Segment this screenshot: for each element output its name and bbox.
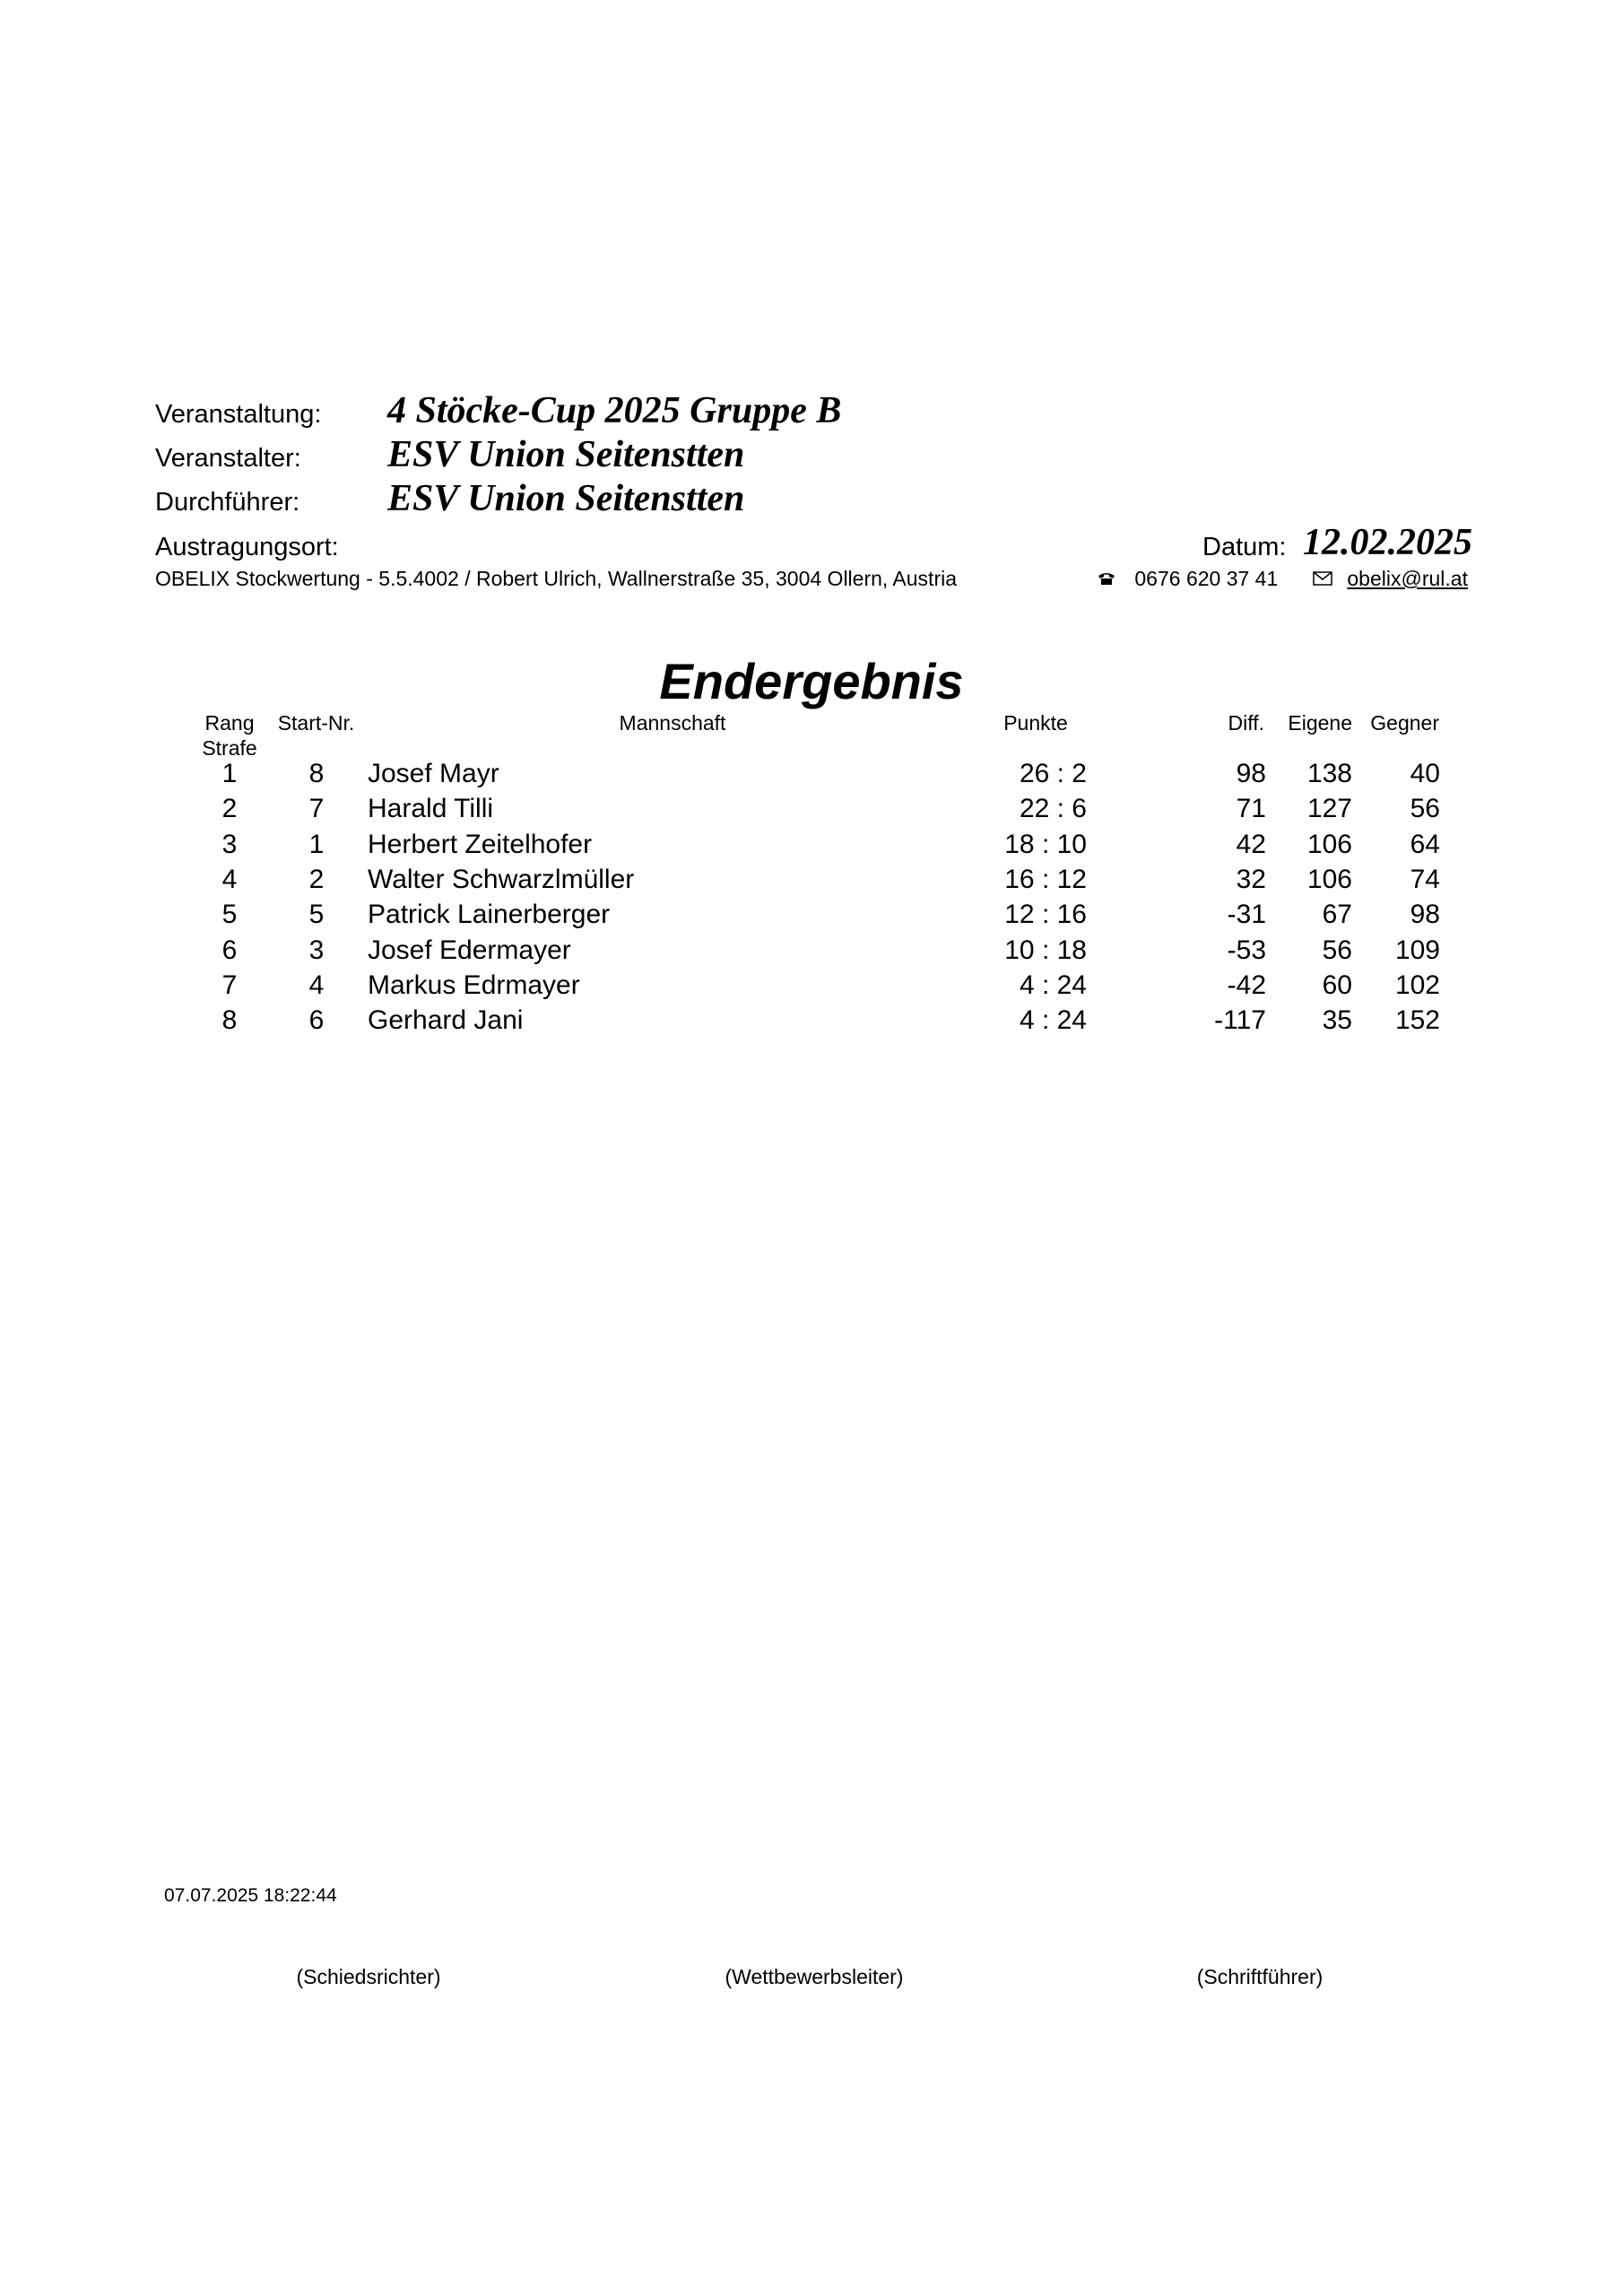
cell-start-no: 6	[308, 1005, 325, 1035]
cell-start-no: 1	[308, 830, 325, 859]
date-label: Datum:	[1202, 533, 1287, 561]
cell-points: 10 : 18	[1004, 935, 1087, 965]
header-opponent: Gegner	[1370, 711, 1439, 735]
cell-team: Herbert Zeitelhofer	[368, 830, 593, 859]
cell-rank: 3	[221, 830, 238, 859]
cell-team: Gerhard Jani	[368, 1005, 524, 1035]
header-start-no: Start-Nr.	[277, 711, 355, 735]
cell-start-no: 5	[308, 900, 325, 929]
executor-label: Durchführer:	[155, 488, 300, 517]
header-penalty: Strafe	[202, 736, 257, 760]
cell-team: Josef Mayr	[368, 759, 499, 788]
cell-opponent: 152	[1394, 1005, 1440, 1035]
cell-points: 12 : 16	[1004, 900, 1087, 929]
cell-team: Walter Schwarzlmüller	[368, 865, 635, 894]
signature-referee: (Schiedsrichter)	[296, 1965, 441, 1988]
header-rank: Rang	[204, 711, 255, 735]
software-info: OBELIX Stockwertung - 5.5.4002 / Robert Ulrich, Wallnerstraße 35, 3004 Ollern, Austria	[155, 567, 958, 590]
cell-opponent: 109	[1394, 935, 1440, 965]
executor-value: ESV Union Seitenstten	[387, 478, 745, 519]
cell-own: 127	[1306, 794, 1352, 823]
cell-start-no: 7	[308, 794, 325, 823]
cell-rank: 4	[221, 865, 238, 894]
cell-opponent: 98	[1410, 900, 1440, 929]
cell-opponent: 74	[1410, 865, 1440, 894]
cell-opponent: 40	[1410, 759, 1440, 788]
cell-opponent: 102	[1394, 970, 1440, 1000]
cell-rank: 5	[221, 900, 238, 929]
phone-number: 0676 620 37 41	[1134, 567, 1279, 590]
cell-team: Josef Edermayer	[368, 935, 571, 965]
signature-secretary: (Schriftführer)	[1196, 1965, 1324, 1988]
mail-icon	[1313, 569, 1332, 583]
cell-diff: -117	[1214, 1005, 1266, 1035]
cell-points: 26 : 2	[1019, 759, 1087, 788]
event-label: Veranstaltung:	[155, 400, 322, 429]
cell-rank: 1	[221, 759, 238, 788]
venue-label: Austragungsort:	[155, 533, 339, 561]
cell-own: 35	[1322, 1005, 1352, 1035]
cell-start-no: 3	[308, 935, 325, 965]
cell-points: 4 : 24	[1019, 1005, 1087, 1035]
cell-own: 56	[1322, 935, 1352, 965]
phone-contact	[1097, 569, 1278, 589]
cell-opponent: 64	[1410, 830, 1440, 859]
header-team: Mannschaft	[619, 711, 726, 735]
cell-start-no: 2	[308, 865, 325, 894]
cell-start-no: 4	[308, 970, 325, 1000]
cell-diff: -42	[1227, 970, 1266, 1000]
cell-diff: 32	[1236, 865, 1266, 894]
cell-rank: 8	[221, 1005, 238, 1035]
page-title: Endergebnis	[659, 653, 964, 709]
event-value: 4 Stöcke-Cup 2025 Gruppe B	[387, 390, 842, 431]
cell-rank: 6	[221, 935, 238, 965]
cell-diff: -31	[1227, 900, 1266, 929]
cell-own: 60	[1322, 970, 1352, 1000]
cell-diff: 71	[1236, 794, 1266, 823]
cell-own: 138	[1306, 759, 1352, 788]
cell-points: 22 : 6	[1019, 794, 1087, 823]
header-points: Punkte	[1003, 711, 1068, 735]
cell-points: 18 : 10	[1004, 830, 1087, 859]
cell-team: Markus Edrmayer	[368, 970, 580, 1000]
date-value: 12.02.2025	[1303, 522, 1472, 563]
cell-points: 4 : 24	[1019, 970, 1087, 1000]
cell-opponent: 56	[1410, 794, 1440, 823]
cell-team: Patrick Lainerberger	[368, 900, 611, 929]
cell-own: 106	[1306, 830, 1352, 859]
organizer-label: Veranstalter:	[155, 444, 301, 473]
cell-diff: -53	[1227, 935, 1266, 965]
header-diff: Diff.	[1228, 711, 1264, 735]
header-own: Eigene	[1288, 711, 1352, 735]
email-contact	[1313, 569, 1468, 589]
signature-competition-director: (Wettbewerbsleiter)	[725, 1965, 904, 1988]
cell-team: Harald Tilli	[368, 794, 494, 823]
cell-start-no: 8	[308, 759, 325, 788]
cell-own: 67	[1322, 900, 1352, 929]
print-timestamp: 07.07.2025 18:22:44	[164, 1885, 337, 1906]
phone-icon	[1097, 569, 1116, 583]
cell-points: 16 : 12	[1004, 865, 1087, 894]
cell-own: 106	[1306, 865, 1352, 894]
organizer-value: ESV Union Seitenstten	[387, 434, 745, 475]
cell-rank: 7	[221, 970, 238, 1000]
email-link[interactable]: obelix@rul.at	[1347, 567, 1468, 590]
cell-diff: 42	[1236, 830, 1266, 859]
cell-diff: 98	[1236, 759, 1266, 788]
cell-rank: 2	[221, 794, 238, 823]
